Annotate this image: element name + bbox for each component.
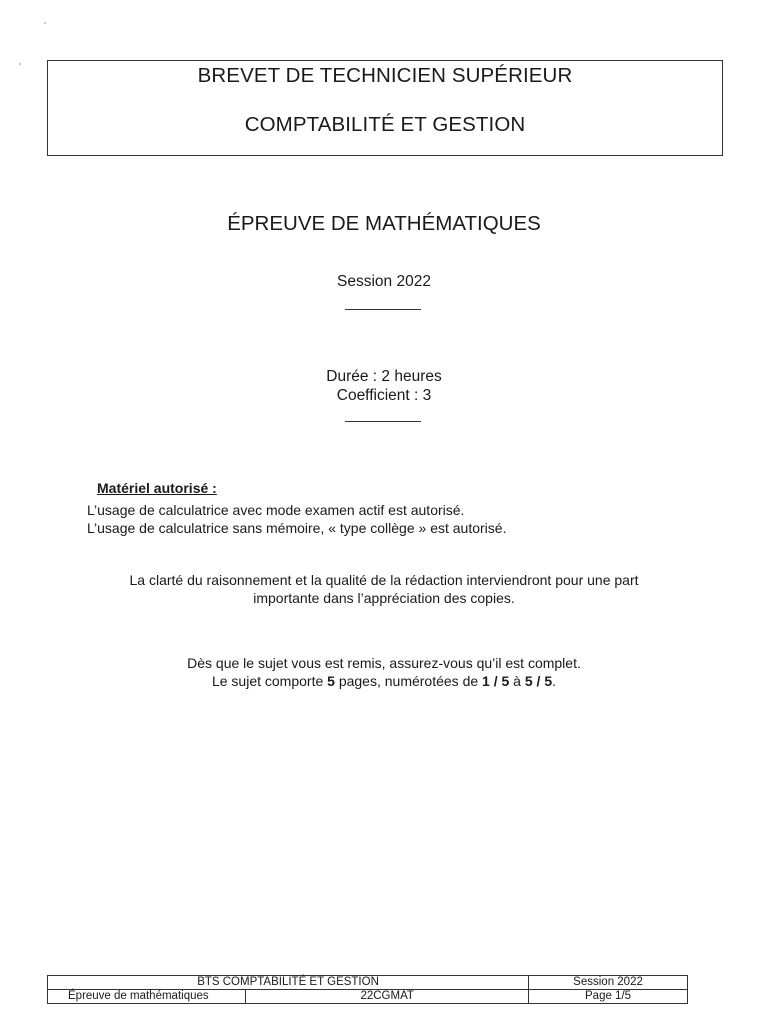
clarity-note-line: La clarté du raisonnement et la qualité de la rédaction interviendront pour une part (129, 572, 639, 588)
page-count-note (0, 672, 768, 690)
materials-item: L’usage de calculatrice avec mode examen actif est autorisé. (87, 502, 465, 518)
exam-coefficient: Coefficient : 3 (336, 387, 432, 404)
divider-rule (345, 309, 421, 310)
header-box (47, 60, 723, 156)
scan-speck (19, 63, 21, 65)
page-count-text: . (552, 673, 557, 689)
exam-session: Session 2022 (337, 273, 431, 290)
page-count-text: Le sujet comporte (211, 673, 328, 689)
materials-item: L’usage de calculatrice sans mémoire, « type collège » est autorisé. (87, 520, 507, 536)
exam-title: ÉPREUVE DE MATHÉMATIQUES (227, 212, 541, 235)
page-number-first: 1 / 5 (482, 673, 510, 689)
header-diploma: BREVET DE TECHNICIEN SUPÉRIEUR (197, 64, 573, 87)
footer-table (47, 975, 688, 1004)
exam-duration: Durée : 2 heures (326, 368, 442, 385)
completeness-note: Dès que le sujet vous est remis, assurez-vous qu’il est complet. (187, 655, 581, 671)
footer-program: BTS COMPTABILITÉ ET GESTION (48, 976, 529, 990)
footer-subject: Épreuve de mathématiques (48, 990, 246, 1004)
page-count-text: à (509, 673, 525, 689)
page-count-number: 5 (327, 673, 335, 689)
page-count-text: pages, numérotées de (334, 673, 483, 689)
footer-code: 22CGMAT (246, 990, 529, 1004)
clarity-note-line: importante dans l’appréciation des copies. (253, 590, 515, 606)
page-number-last: 5 / 5 (524, 673, 553, 689)
footer-row (48, 990, 688, 1004)
footer-page: Page 1/5 (529, 990, 688, 1004)
materials-heading: Matériel autorisé : (97, 480, 217, 496)
header-specialty: COMPTABILITÉ ET GESTION (244, 113, 526, 136)
footer-row (48, 976, 688, 990)
scan-speck (44, 22, 46, 24)
footer-session: Session 2022 (529, 976, 688, 990)
divider-rule (345, 421, 421, 422)
